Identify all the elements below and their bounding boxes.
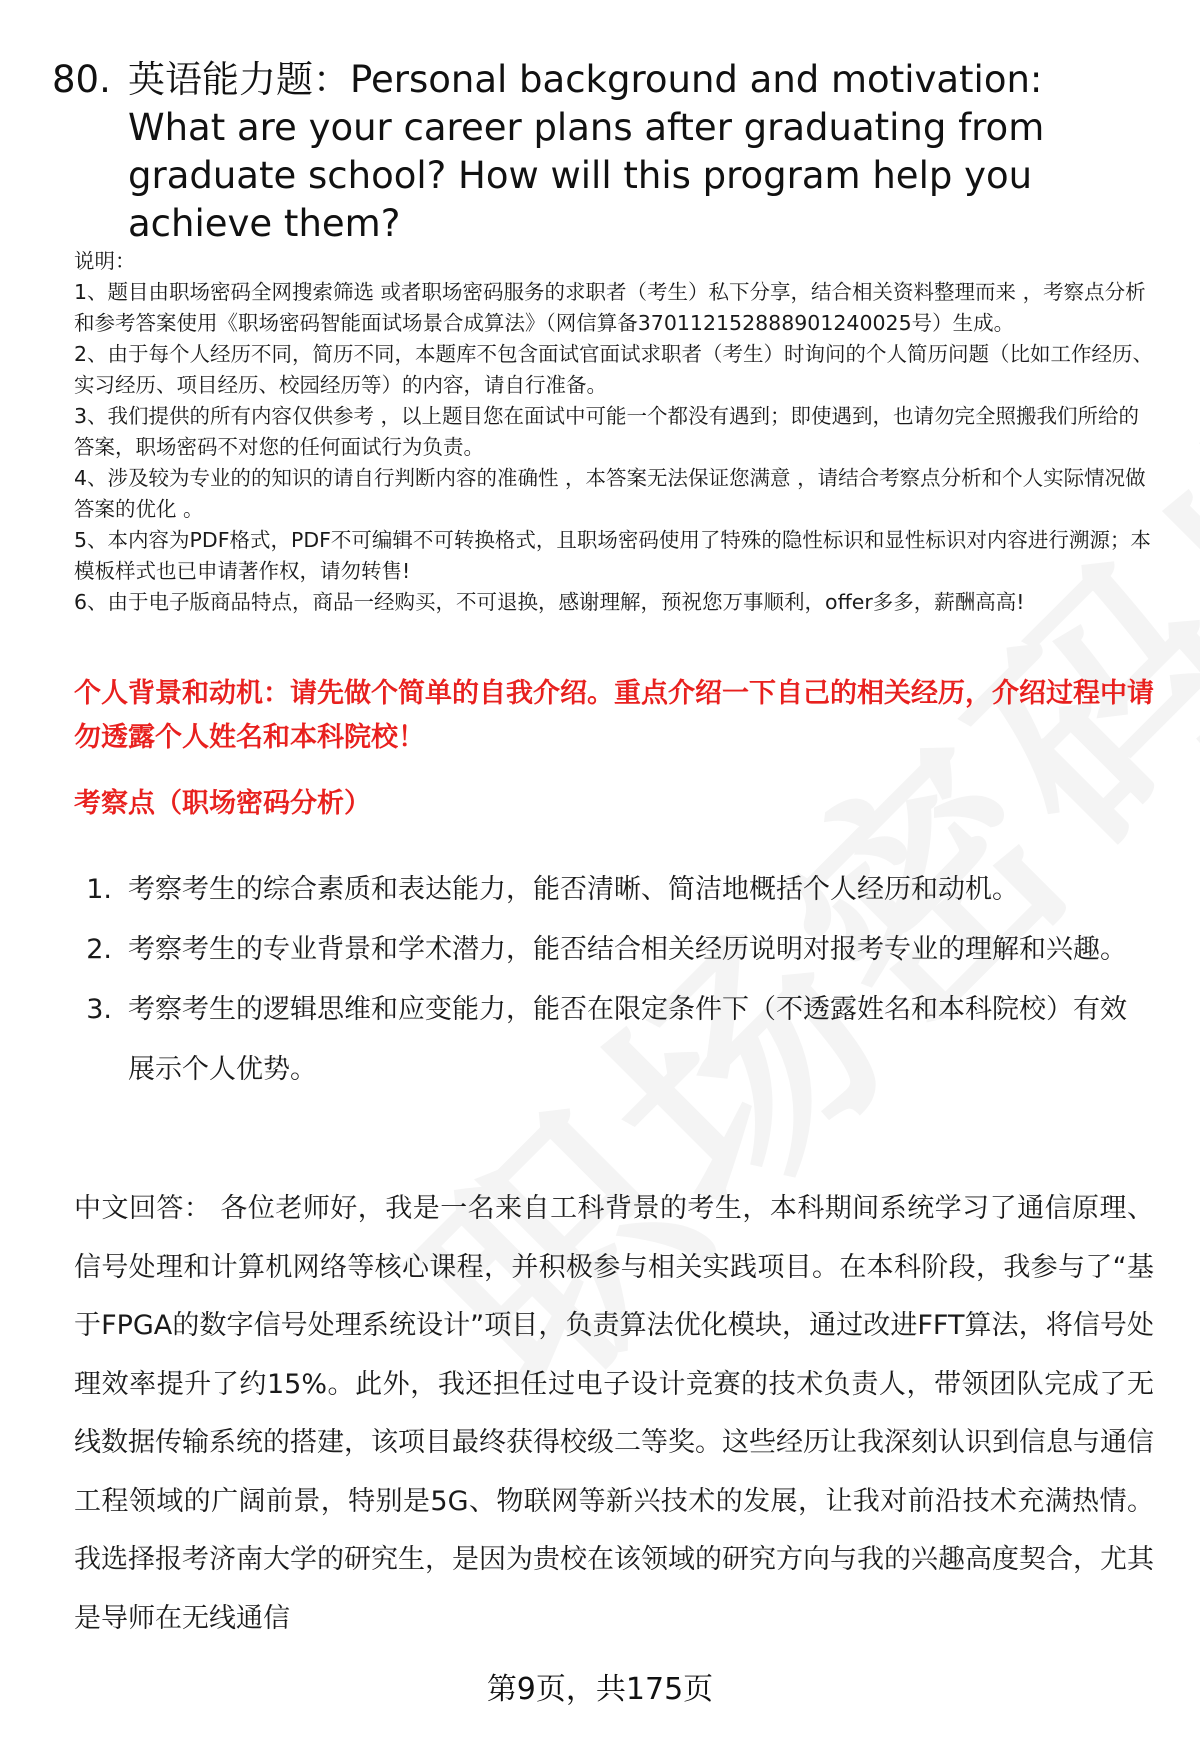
- notes-heading: 说明：: [74, 249, 136, 273]
- question-title: [52, 56, 1132, 248]
- question-text: 英语能力题：Personal background and motivation: What are your career plans after graduating from graduate school? How will this program help you achieve them?: [128, 58, 1045, 245]
- question-number: 80.: [52, 58, 111, 101]
- note-item: 3、我们提供的所有内容仅供参考 ，以上题目您在面试中可能一个都没有遇到；即使遇到，也请勿完全照搬我们所给的答案，职场密码不对您的任何面试行为负责。: [74, 404, 1140, 459]
- note-item: 4、涉及较为专业的的知识的请自行判断内容的准确性 ，本答案无法保证您满意 ，请结合考察点分析和个人实际情况做答案的优化 。: [74, 466, 1146, 521]
- point-text: 考察考生的专业背景和学术潜力，能否结合相关经历说明对报考专业的理解和兴趣。: [128, 934, 1127, 965]
- note-item: 6、由于电子版商品特点，商品一经购买，不可退换，感谢理解，预祝您万事顺利，offer多多，薪酬高高!: [74, 590, 1025, 614]
- point-number: 3.: [86, 994, 112, 1025]
- page-footer: 第9页，共175页: [486, 1672, 714, 1707]
- answer-paragraph: 中文回答： 各位老师好，我是一名来自工科背景的考生，本科期间系统学习了通信原理、信号处理和计算机网络等核心课程，并积极参与相关实践项目。在本科阶段，我参与了“基于FPGA的数字信号处理系统设计”项目，负责算法优化模块，通过改进FFT算法，将信号处理效率提升了约15%。此外，我还担任过电子设计竞赛的技术负责人，带领团队完成了无线数据传输系统的搭建，该项目最终获得校级二等奖。这些经历让我深刻认识到信息与通信工程领域的广阔前景，特别是5G、物联网等新兴技术的发展，让我对前沿技术充满热情。我选择报考济南大学的研究生，是因为贵校在该领域的研究方向与我的兴趣高度契合，尤其是导师在无线通信: [74, 1193, 1154, 1634]
- note-item: 5、本内容为PDF格式，PDF不可编辑不可转换格式，且职场密码使用了特殊的隐性标识和显性标识对内容进行溯源；本模板样式也已申请著作权，请勿转售!: [74, 528, 1151, 583]
- point-number: 2.: [86, 934, 112, 965]
- analysis-points: [74, 860, 1134, 1100]
- prompt-heading: 个人背景和动机：请先做个简单的自我介绍。重点介绍一下自己的相关经历，介绍过程中请勿透露个人姓名和本科院校！: [74, 678, 1154, 753]
- point-text: 考察考生的逻辑思维和应变能力，能否在限定条件下（不透露姓名和本科院校）有效展示个人优势。: [128, 994, 1127, 1085]
- point-number: 1.: [86, 874, 112, 905]
- point-text: 考察考生的综合素质和表达能力，能否清晰、简洁地概括个人经历和动机。: [128, 874, 1019, 905]
- list-item: [74, 980, 1134, 1100]
- note-item: 1、题目由职场密码全网搜索筛选 或者职场密码服务的求职者（考生）私下分享，结合相关资料整理而来 ，考察点分析和参考答案使用《职场密码智能面试场景合成算法》（网信算备370112152888901240025号）生成。: [74, 280, 1146, 335]
- list-item: [74, 860, 1134, 920]
- analysis-heading: 考察点（职场密码分析）: [74, 788, 371, 819]
- list-item: [74, 920, 1134, 980]
- note-item: 2、由于每个人经历不同，简历不同，本题库不包含面试官面试求职者（考生）时询问的个人简历问题（比如工作经历、实习经历、项目经历、校园经历等）的内容，请自行准备。: [74, 342, 1154, 397]
- notes-section: [74, 246, 1154, 618]
